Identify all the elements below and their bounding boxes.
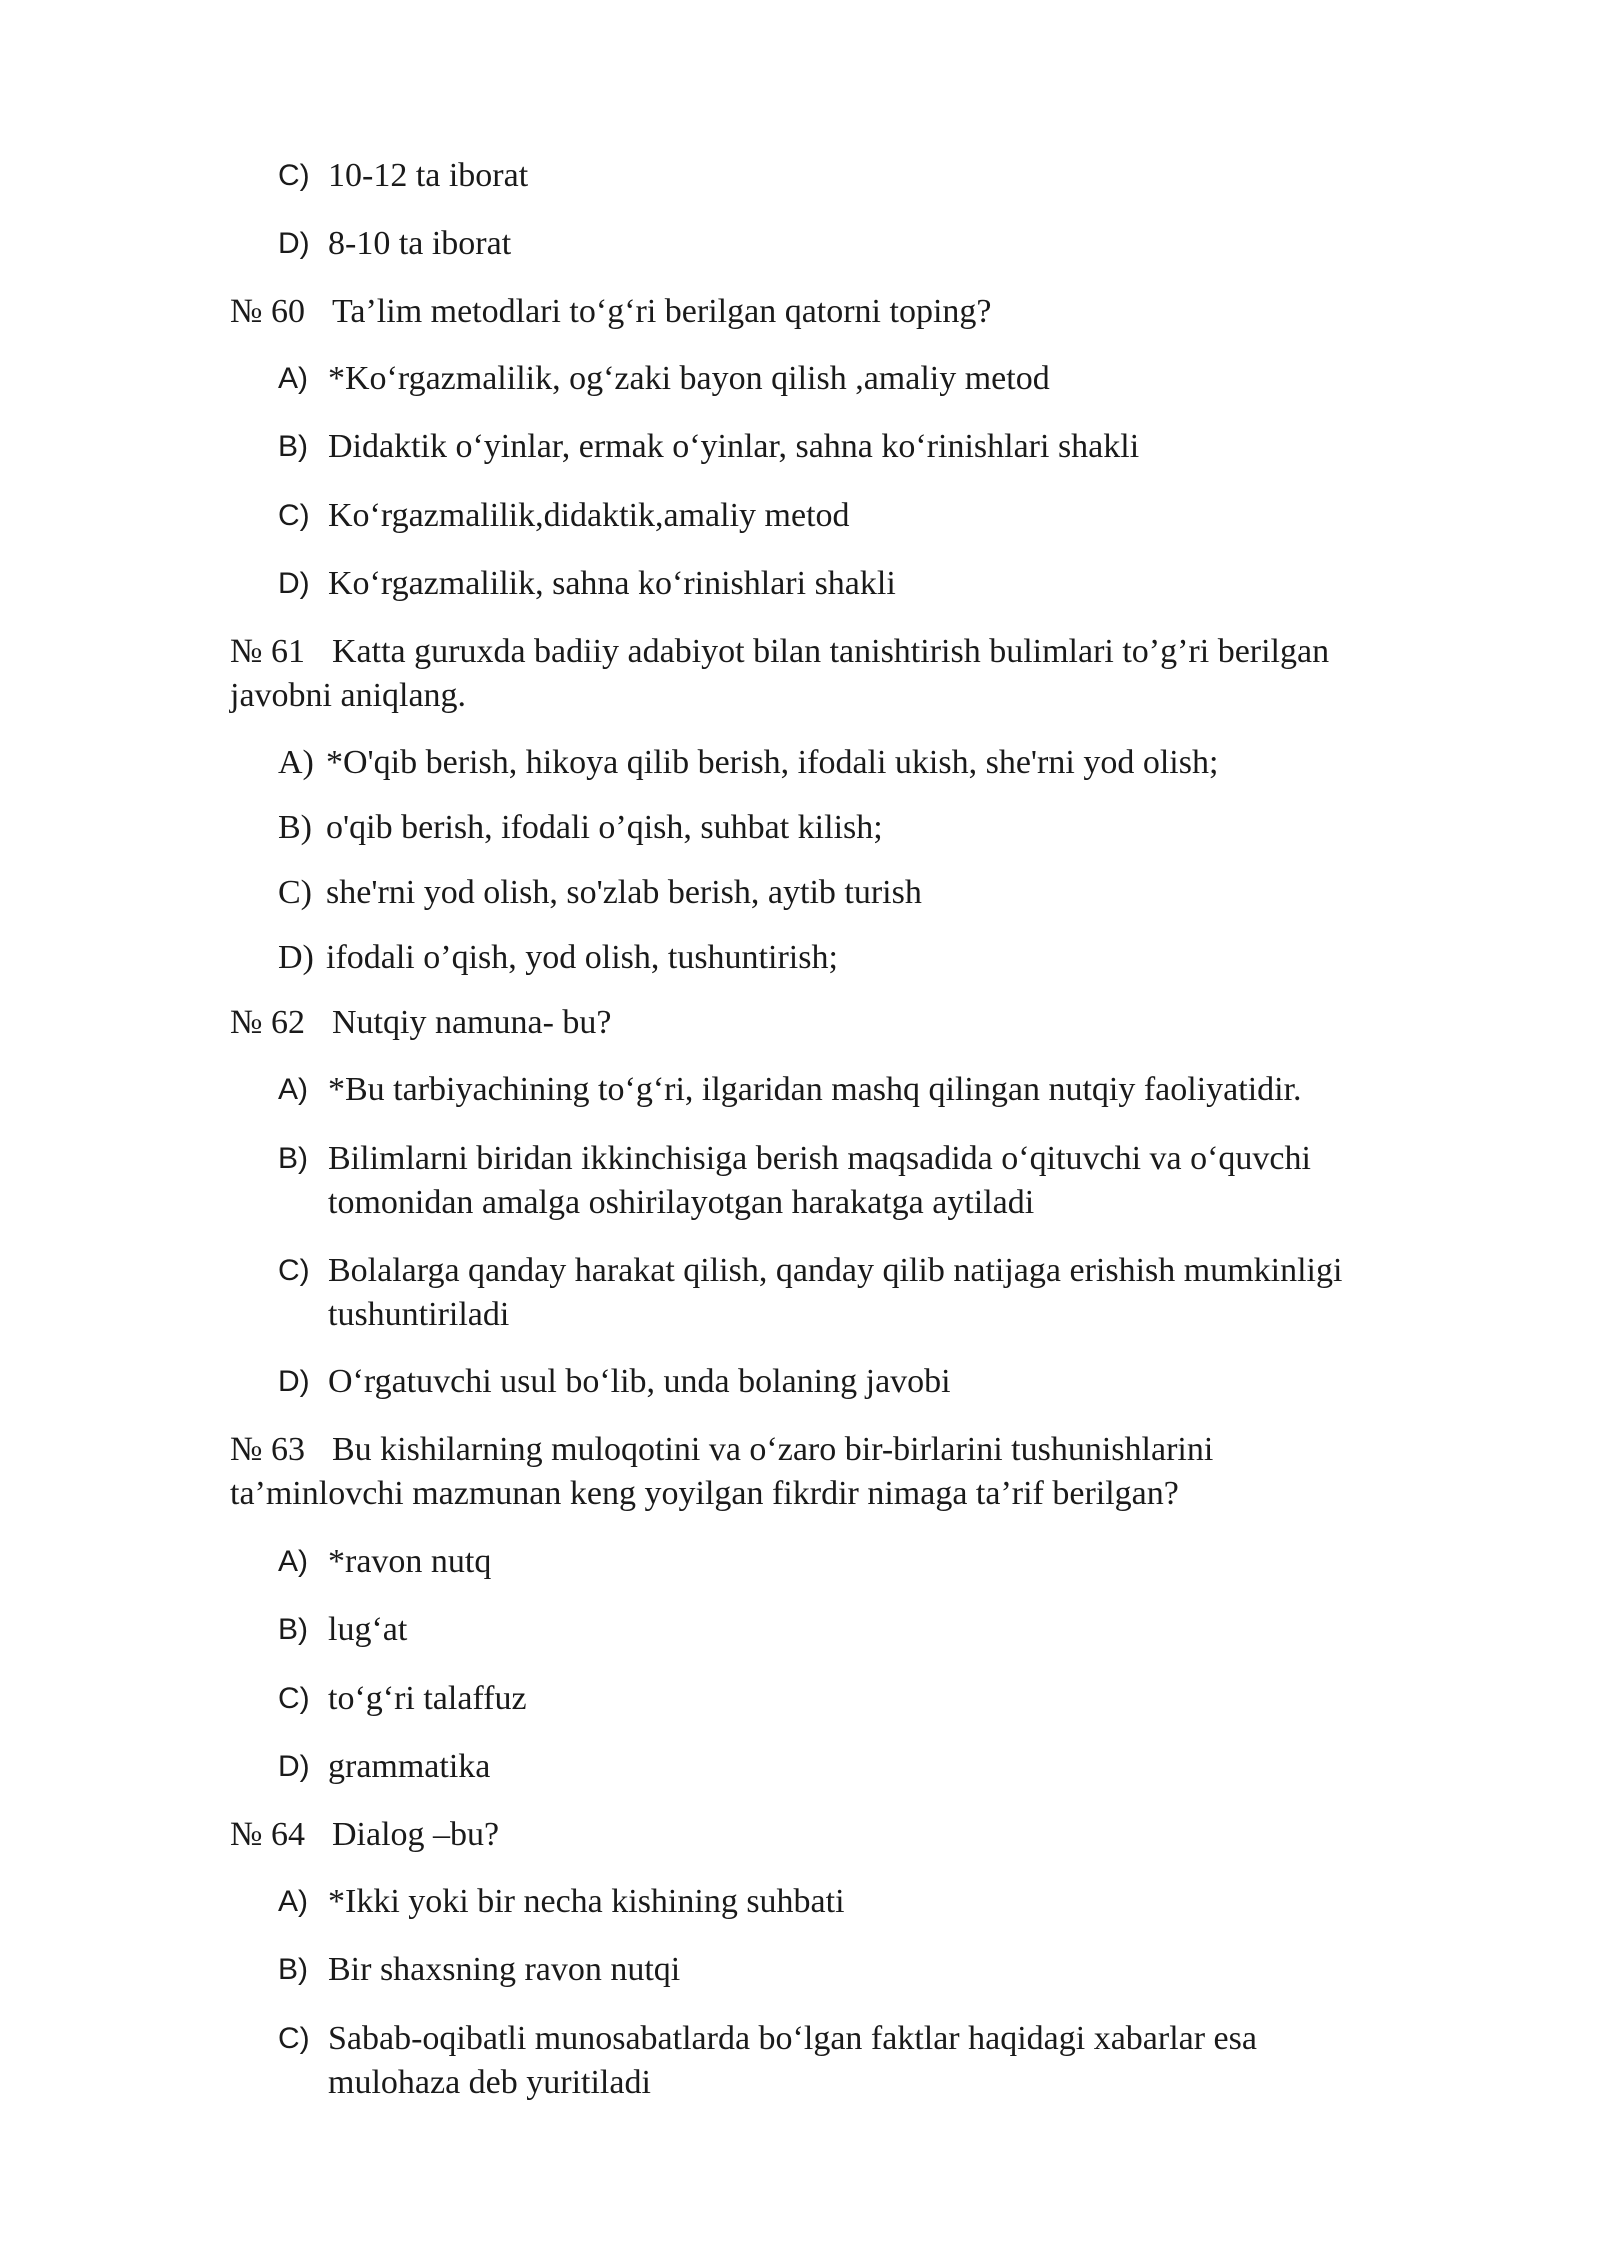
question-64 — [230, 1813, 499, 1857]
option-text: *Ko‘rgazmalilik, og‘zaki bayon qilish ,amaliy metod — [328, 360, 1050, 397]
option-text: 10-12 ta iborat — [328, 157, 529, 194]
option-letter: B) — [278, 1953, 308, 1986]
option-text: tomonidan amalga oshirilayotgan harakatga aytiladi — [328, 1184, 1035, 1221]
option-letter: D) — [278, 1365, 310, 1398]
question-text: Dialog –bu? — [332, 1816, 500, 1853]
option-letter: A) — [278, 362, 308, 395]
question-63 — [230, 1428, 1213, 1472]
question-63-continuation — [230, 1472, 1179, 1516]
question-text: Bu kishilarning muloqotini va o‘zaro bir-birlarini tushunishlarini — [332, 1431, 1214, 1468]
option-letter: B) — [278, 430, 308, 463]
option-letter: D) — [278, 227, 310, 260]
option-text: O‘rgatuvchi usul bo‘lib, unda bolaning javobi — [328, 1363, 951, 1400]
question-number: № 62 — [230, 1004, 305, 1041]
option-text: mulohaza deb yuritiladi — [328, 2064, 651, 2101]
option-letter: A) — [278, 1073, 308, 1106]
question-62 — [230, 1001, 612, 1045]
question-number: № 61 — [230, 633, 305, 670]
question-number: № 60 — [230, 293, 305, 330]
question-text: javobni aniqlang. — [230, 677, 467, 714]
option-text: Ko‘rgazmalilik,didaktik,amaliy metod — [328, 497, 850, 534]
option-letter: B) — [278, 1142, 308, 1175]
option-letter: A) — [278, 1545, 308, 1578]
option-letter: C) — [278, 159, 310, 192]
question-61 — [230, 630, 1329, 674]
option-text: Ko‘rgazmalilik, sahna ko‘rinishlari shakli — [328, 565, 896, 602]
option-text: *Ikki yoki bir necha kishining suhbati — [328, 1883, 845, 1920]
option-letter: D) — [278, 567, 310, 600]
option-text: *ravon nutq — [328, 1543, 492, 1580]
option-text: lug‘at — [328, 1611, 408, 1648]
option-text: Sabab-oqibatli munosabatlarda bo‘lgan faktlar haqidagi xabarlar esa — [328, 2020, 1257, 2057]
option-text: Bolalarga qanday harakat qilish, qanday qilib natijaga erishish mumkinligi — [328, 1252, 1343, 1289]
option-text: Didaktik o‘yinlar, ermak o‘yinlar, sahna ko‘rinishlari shakli — [328, 428, 1140, 465]
option-text: *Bu tarbiyachining to‘g‘ri, ilgaridan mashq qilingan nutqiy faoliyatidir. — [328, 1071, 1302, 1108]
question-number: № 64 — [230, 1816, 305, 1853]
option-letter: A) — [278, 1885, 308, 1918]
question-61-continuation — [230, 674, 466, 718]
option-letter: D) — [278, 939, 314, 976]
option-text: grammatika — [328, 1748, 491, 1785]
option-text: Bilimlarni biridan ikkinchisiga berish maqsadida o‘qituvchi va o‘quvchi — [328, 1140, 1311, 1177]
question-number: № 63 — [230, 1431, 305, 1468]
question-text: ta’minlovchi mazmunan keng yoyilgan fikrdir nimaga ta’rif berilgan? — [230, 1475, 1179, 1512]
option-text: tushuntiriladi — [328, 1296, 510, 1333]
option-letter: A) — [278, 744, 314, 781]
option-letter: C) — [278, 499, 310, 532]
question-60 — [230, 290, 991, 334]
option-text: 8-10 ta iborat — [328, 225, 512, 262]
option-letter: B) — [278, 1613, 308, 1646]
option-text: Bir shaxsning ravon nutqi — [328, 1951, 681, 1988]
question-text: Katta guruxda badiiy adabiyot bilan tanishtirish bulimlari to’g’ri berilgan — [332, 633, 1330, 670]
option-letter: B) — [278, 809, 312, 846]
question-text: Ta’lim metodlari to‘g‘ri berilgan qatorni toping? — [332, 293, 992, 330]
option-letter: C) — [278, 874, 312, 911]
option-letter: C) — [278, 2022, 310, 2055]
question-text: Nutqiy namuna- bu? — [332, 1004, 612, 1041]
option-text: o'qib berish, ifodali o’qish, suhbat kilish; — [326, 809, 883, 846]
option-text: *O'qib berish, hikoya qilib berish, ifodali ukish, she'rni yod olish; — [326, 744, 1219, 781]
option-text: to‘g‘ri talaffuz — [328, 1680, 527, 1717]
option-letter: D) — [278, 1750, 310, 1783]
option-letter: C) — [278, 1254, 310, 1287]
option-letter: C) — [278, 1682, 310, 1715]
option-text: ifodali o’qish, yod olish, tushuntirish; — [326, 939, 838, 976]
option-text: she'rni yod olish, so'zlab berish, aytib turish — [326, 874, 922, 911]
